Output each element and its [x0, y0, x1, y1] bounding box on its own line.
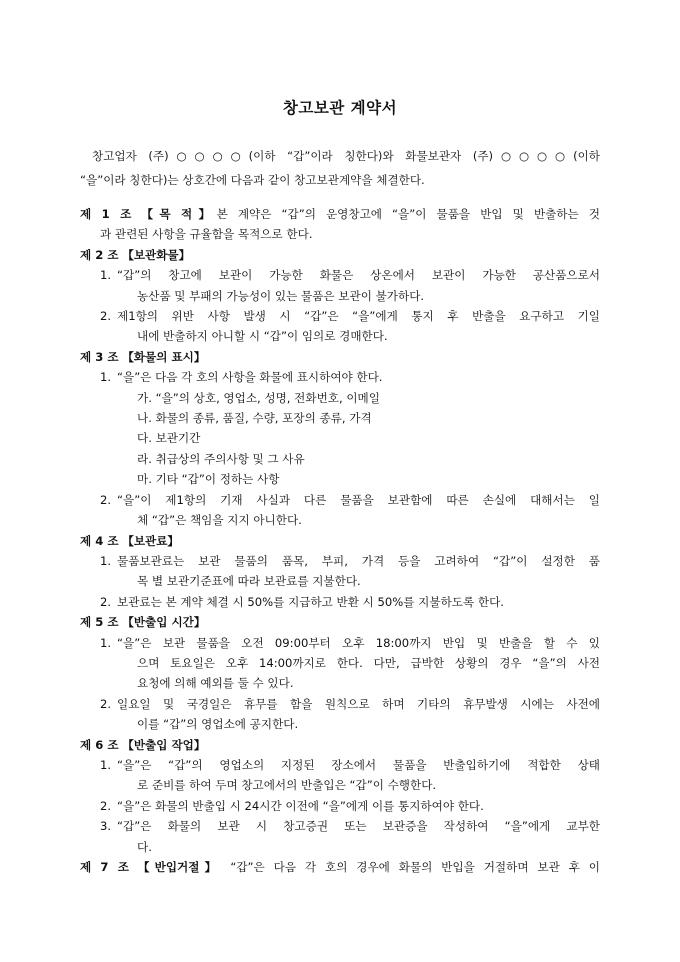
article-head: [80, 857, 600, 877]
article-head: [80, 735, 600, 755]
intro-line: 창고업자 (주)○○○○(이하 “갑”이라 칭한다)와 화물보관자 (주)○○○○(이하: [92, 149, 600, 163]
clause-text: “을”은 화물의 반출입 시 24시간 이전에 “을”에게 이를 통지하여야 한다.: [117, 798, 484, 813]
clause-number: 2.: [100, 309, 112, 324]
clause-number: 1.: [100, 370, 112, 385]
clause-number: 1.: [100, 268, 112, 283]
article-title: 【보관료】: [122, 533, 180, 548]
clause-item: [80, 592, 600, 612]
clause-item: [80, 796, 600, 816]
clause-text-cont: 목 별 보관기준표에 따라 보관료를 지불한다.: [137, 574, 361, 589]
article-number: 제 6 조: [80, 737, 119, 752]
clause-text-cont: 요청에 의해 예외를 둘 수 있다.: [137, 676, 294, 691]
clause-item: [80, 816, 600, 857]
article-number: 제 2 조: [80, 247, 119, 262]
clause-number: 1.: [100, 757, 112, 772]
clause-number: 2.: [100, 798, 112, 813]
article-number: 제 3 조: [80, 349, 119, 364]
article-5: [80, 612, 600, 734]
clause-number: 3.: [100, 819, 112, 834]
clause-item: [80, 306, 600, 347]
article-number: 제 1 조: [80, 207, 132, 221]
clause-text: “을”은 보관 물품을 오전 09:00부터 오후 18:00까지 반입 및 반출을 할 수 있: [117, 635, 600, 650]
article-text: 본 계약은 “갑”의 운영창고에 “을”이 물품을 반입 및 반출하는 것: [216, 207, 601, 221]
clause-text: 보관료는 본 계약 체결 시 50%를 지급하고 반환 시 50%를 지불하도록 한다.: [117, 594, 504, 609]
articles: [80, 204, 600, 877]
clause-text-cont: 체 “갑”은 책임을 지지 아니한다.: [137, 513, 302, 528]
article-number: 제 5 조: [80, 615, 119, 630]
article-3: [80, 347, 600, 531]
clause-item: [80, 755, 600, 796]
article-number: 제 7 조: [80, 860, 129, 874]
article-title: 【화물의 표시】: [122, 349, 206, 364]
clause-item: [80, 265, 600, 306]
clause-text-cont: 다.: [137, 839, 152, 854]
article-7: [80, 857, 600, 877]
article-text-cont: 과 관련된 사항을 규율함을 목적으로 한다.: [100, 227, 313, 242]
sub-item: 나. 화물의 종류, 품질, 수량, 포장의 종류, 가격: [137, 411, 372, 426]
article-number: 제 4 조: [80, 533, 119, 548]
sub-item: 가. “을”의 상호, 영업소, 성명, 전화번호, 이메일: [137, 390, 380, 405]
article-head: [80, 347, 600, 367]
clause-text: “갑”은 화물의 보관 시 창고증권 또는 보관증을 작성하여 “을”에게 교부한: [117, 819, 600, 834]
article-6: [80, 735, 600, 857]
clause-text: 물품보관료는 보관 물품의 품목, 부피, 가격 등을 고려하여 “갑”이 설정한 품: [117, 553, 600, 568]
article-head: [80, 245, 600, 265]
clause-item: [80, 367, 600, 489]
clause-text-cont: 내에 반출하지 아니할 시 “갑”이 임의로 경매한다.: [137, 329, 388, 344]
clause-number: 2.: [100, 696, 112, 711]
clause-item: [80, 490, 600, 531]
article-title: 【반출입 작업】: [122, 737, 206, 752]
clause-text: “갑”의 창고에 보관이 가능한 화물은 상온에서 보관이 가능한 공산품으로서: [117, 268, 600, 283]
article-title: 【보관화물】: [122, 247, 191, 262]
article-title: 【반출입 시간】: [122, 615, 206, 630]
clause-number: 2.: [100, 594, 112, 609]
clause-number: 2.: [100, 492, 112, 507]
clause-item: [80, 633, 600, 694]
sub-item: 다. 보관기간: [137, 431, 201, 446]
article-2: [80, 245, 600, 347]
article-title: 【반입거절】: [137, 860, 222, 874]
article-4: [80, 531, 600, 613]
clause-text-cont: 이를 “갑”의 영업소에 공지한다.: [137, 717, 299, 732]
article-head: [80, 612, 600, 632]
clause-number: 1.: [100, 553, 112, 568]
clause-text-cont: 로 준비를 하여 두며 창고에서의 반출입은 “갑”이 수행한다.: [137, 778, 437, 793]
article-1: [80, 204, 600, 245]
article-head: [80, 204, 600, 224]
clause-text: “을”은 “갑”의 영업소의 지정된 장소에서 물품을 반출입하기에 적합한 상태: [117, 757, 600, 772]
article-head: [80, 531, 600, 551]
sub-item: 마. 기타 “갑”이 정하는 사항: [137, 472, 280, 487]
clause-text: “을”은 다음 각 호의 사항을 화물에 표시하여야 한다.: [117, 370, 383, 385]
clause-number: 1.: [100, 635, 112, 650]
intro-line: “을”이라 칭한다)는 상호간에 다음과 같이 창고보관계약을 체결한다.: [80, 173, 425, 187]
intro-paragraph: [80, 144, 600, 192]
document-title: 창고보관 계약서: [282, 99, 398, 117]
clause-text: 제1항의 위반 사항 발생 시 “갑”은 “을”에게 통지 후 반출을 요구하고 기일: [117, 309, 600, 324]
clause-text-cont: 으며 토요일은 오후 14:00까지로 한다. 다만, 급박한 상황의 경우 “을”의 사전: [137, 655, 600, 670]
clause-text-cont: 농산품 및 부패의 가능성이 있는 물품은 보관이 불가하다.: [137, 288, 425, 303]
article-text: “갑”은 다음 각 호의 경우에 화물의 반입을 거절하며 보관 후 이: [230, 860, 600, 874]
clause-text: 일요일 및 국경일은 휴무를 함을 원칙으로 하며 기타의 휴무발생 시에는 사전에: [117, 696, 600, 711]
sub-item: 라. 취급상의 주의사항 및 그 사유: [137, 451, 305, 466]
clause-item: [80, 551, 600, 592]
article-title: 【목 적】: [141, 207, 217, 221]
clause-text: “을”이 제1항의 기재 사실과 다른 물품을 보관함에 따른 손실에 대해서는 일: [117, 492, 600, 507]
clause-item: [80, 694, 600, 735]
